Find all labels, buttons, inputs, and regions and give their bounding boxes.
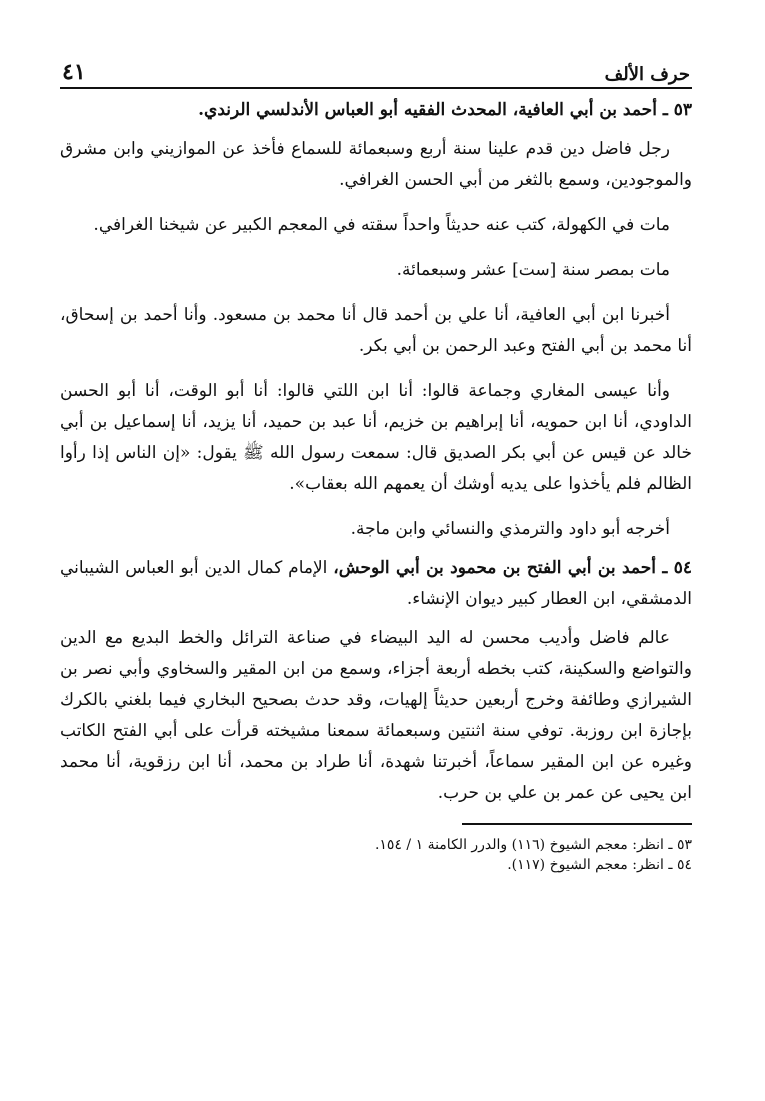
- entry-54-paragraph-1: عالم فاضل وأديب محسن له اليد البيضاء في صناعة الترائل والخط البديع مع الدين والتواضع والسكينة، كتب بخطه أربعة أجزاء، وسمع من ابن المقير والسخاوي وأبي نصر بن الشيرازي وطائفة وخرج أربعين حديثاً إلهيات، وقد حدث بصحيح البخاري فيما بلغني بالكرك بإجازة ابن روزبة. توفي سنة اثنتين وسبعمائة سمعنا مشيخته قرأت على أبي الفتح الكاتب وغيره عن ابن المقير سماعاً، أخبرتنا شهدة، أنا طراد بن محمد، أنا ابن رزقوية، أنا محمد ابن يحيى عن عمر بن علي بن حرب.: [60, 628, 692, 803]
- entry-53-paragraph-2: مات في الكهولة، كتب عنه حديثاً واحداً سقته في المعجم الكبير عن شيخنا الغرافي.: [93, 215, 670, 235]
- main-text: [60, 95, 692, 809]
- entry-53-paragraph-5: وأنا عيسى المغاري وجماعة قالوا: أنا ابن اللتي قالوا: أنا أبو الوقت، أنا أبو الحسن الداودي، أنا ابن حمويه، أنا إبراهيم بن خزيم، أنا عبد بن حميد، أنا يزيد، أنا إسماعيل بن أبي خالد عن قيس عن أبي بكر الصديق قال: سمعت رسول الله ﷺ يقول: «إن الناس إذا رأوا الظالم فلم يأخذوا على يديه أوشك أن يعمهم الله بعقاب».: [60, 381, 692, 494]
- entry-53-heading: ٥٣ ـ أحمد بن أبي العافية، المحدث الفقيه أبو العباس الأندلسي الرندي.: [198, 100, 692, 120]
- page-number: ٤١: [62, 59, 86, 85]
- entry-53-paragraph-3: مات بمصر سنة [ست] عشر وسبعمائة.: [396, 260, 670, 280]
- entry-54-heading-rest: الإمام كمال الدين أبو العباس الشيباني الدمشقي، ابن العطار كبير ديوان الإنشاء.: [60, 558, 692, 609]
- entry-53-title: [60, 95, 692, 126]
- footnote-separator: [462, 823, 692, 825]
- entry-54-heading: ٥٤ ـ أحمد بن أبي الفتح بن محمود بن أبي الوحش،: [333, 558, 692, 578]
- chapter-title: حرف الألف: [604, 64, 690, 85]
- entry-53-paragraph-6: أخرجه أبو داود والترمذي والنسائي وابن ماجة.: [350, 519, 670, 539]
- entry-53-paragraph-1: رجل فاضل دين قدم علينا سنة أربع وسبعمائة للسماع فأخذ عن الموازيني وابن مشرق والموجودين، وسمع بالثغر من أبي الحسن الغرافي.: [60, 139, 692, 190]
- page: [60, 45, 692, 875]
- entry-54-title: [60, 553, 692, 615]
- footnote-54: ٥٤ ـ انظر: معجم الشيوخ (١١٧).: [507, 857, 692, 873]
- footnotes: [60, 835, 692, 875]
- entry-53-paragraph-4: أخبرنا ابن أبي العافية، أنا علي بن أحمد قال أنا محمد بن مسعود. وأنا أحمد بن إسحاق، أنا محمد بن أبي الفتح وعبد الرحمن بن أبي بكر.: [60, 305, 692, 356]
- footnote-53: ٥٣ ـ انظر: معجم الشيوخ (١١٦) والدرر الكامنة ١ / ١٥٤.: [374, 837, 692, 853]
- page-header: [60, 45, 692, 89]
